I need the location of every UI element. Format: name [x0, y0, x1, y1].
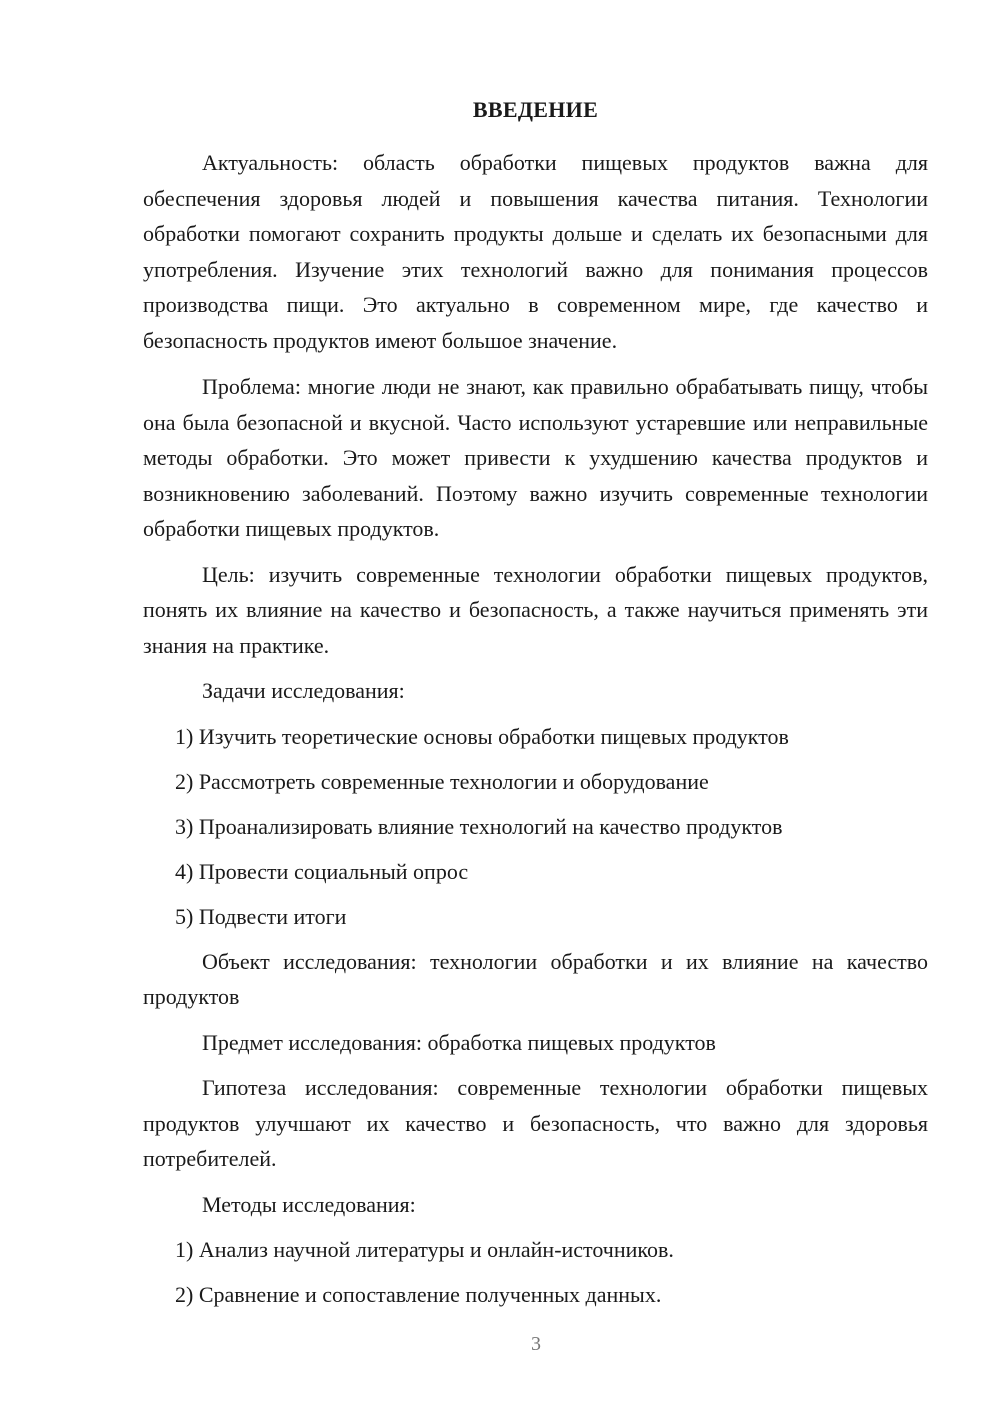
problem-paragraph: Проблема: многие люди не знают, как правильно обрабатывать пищу, чтобы она была безопасной и вкусной. Часто используют устаревшие или неправильные методы обработки. Это может привести к ухудшению качества продуктов и возникновению заболеваний. Поэтому важно изучить современные технологии обработки пищевых продуктов. [143, 374, 928, 541]
page-title: ВВЕДЕНИЕ [472, 97, 599, 122]
relevance-paragraph: Актуальность: область обработки пищевых продуктов важна для обеспечения здоровья людей и повышения качества питания. Технологии обработки помогают сохранить продукты дольше и сделать их безопасными для употребления. Изучение этих технологий важно для понимания процессов производства пищи. Это актуально в современном мире, где качество и безопасность продуктов имеют большое значение. [143, 150, 928, 353]
task-item-3: 3) Проанализировать влияние технологий на качество продуктов [175, 813, 783, 839]
task-item-4: 4) Провести социальный опрос [175, 858, 469, 884]
goal-paragraph: Цель: изучить современные технологии обработки пищевых продуктов, понять их влияние на качество и безопасность, а также научиться применять эти знания на практике. [143, 561, 928, 658]
task-item-2: 2) Рассмотреть современные технологии и оборудование [175, 768, 709, 794]
document-page [143, 92, 928, 1322]
task-item-1: 1) Изучить теоретические основы обработки пищевых продуктов [175, 723, 789, 749]
page-number: 3 [531, 1333, 541, 1355]
task-item-5: 5) Подвести итоги [175, 903, 347, 929]
tasks-heading: Задачи исследования: [202, 678, 405, 703]
object-paragraph: Объект исследования: технологии обработки и их влияние на качество продуктов [143, 948, 928, 1009]
methods-heading: Методы исследования: [202, 1191, 416, 1217]
subject-paragraph: Предмет исследования: обработка пищевых продуктов [202, 1029, 716, 1055]
hypothesis-paragraph: Гипотеза исследования: современные технологии обработки пищевых продуктов улучшают их качество и безопасность, что важно для здоровья потребителей. [143, 1075, 928, 1171]
method-item-1: 1) Анализ научной литературы и онлайн-источников. [175, 1237, 674, 1262]
method-item-2: 2) Сравнение и сопоставление полученных данных. [175, 1282, 662, 1307]
